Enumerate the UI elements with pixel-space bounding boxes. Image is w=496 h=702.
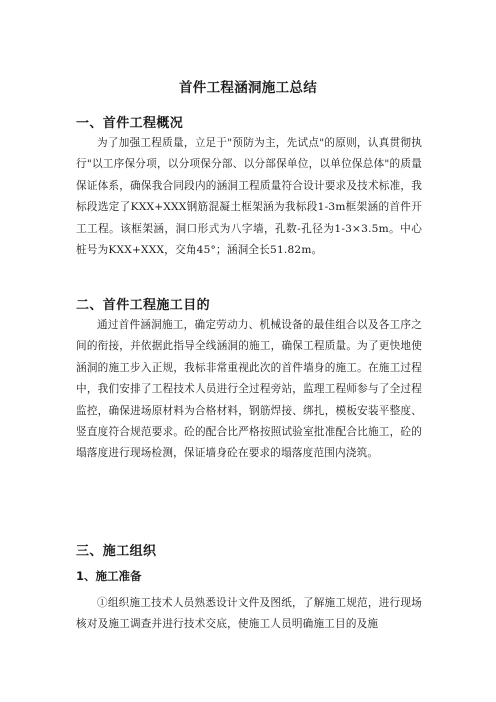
section-body-overview: 为了加强工程质量，立足于"预防为主，先试点"的原则，认真贯彻执行"以工序保分项，以分项保分部、以分部保单位，以单位保总体"的质量保证体系，确保我合同段内的涵洞工程质量符合设计要求及技术标准，我标段选定了KXX+XXX钢筋混凝土框架涵为我标段1-3m框架涵的首件开工工程。该框架涵，洞口形式为八字墙，孔数-孔径为1-3×3.5m。中心桩号为KXX+XXX，交角45°；涵洞全长51.82m。 [76, 137, 422, 257]
section-heading-organization: 三、施工组织 [76, 544, 157, 559]
document-title: 首件工程涵洞施工总结 [179, 80, 317, 96]
section-body-purpose: 通过首件涵洞施工，确定劳动力、机械设备的最佳组合以及各工序之间的衔接，并依据此指导全线涵洞的施工，确保工程质量。为了更快地使涵洞的施工步入正规，我标非常重视此次的首件墙身的施工。在施工过程中，我们安排了工程技术人员进行全过程旁站，监理工程师参与了全过程监控，确保进场原材料为合格材料，钢筋焊接、绑扎，模板安装平整度、竖直度符合规范要求。砼的配合比严格按照试验室批准配合比施工，砼的塌落度进行现场检测，保证墙身砼在要求的塌落度范围内浇筑。 [76, 319, 422, 460]
section-heading-purpose: 二、首件工程施工目的 [76, 298, 211, 313]
section-heading-overview: 一、首件工程概况 [76, 116, 184, 131]
subsection-heading-preparation: 1、施工准备 [76, 569, 142, 583]
subsection-body-preparation: ①组织施工技术人员熟悉设计文件及图纸，了解施工规范，进行现场核对及施工调查并进行技术交底，使施工人员明确施工目的及施 [76, 597, 422, 631]
